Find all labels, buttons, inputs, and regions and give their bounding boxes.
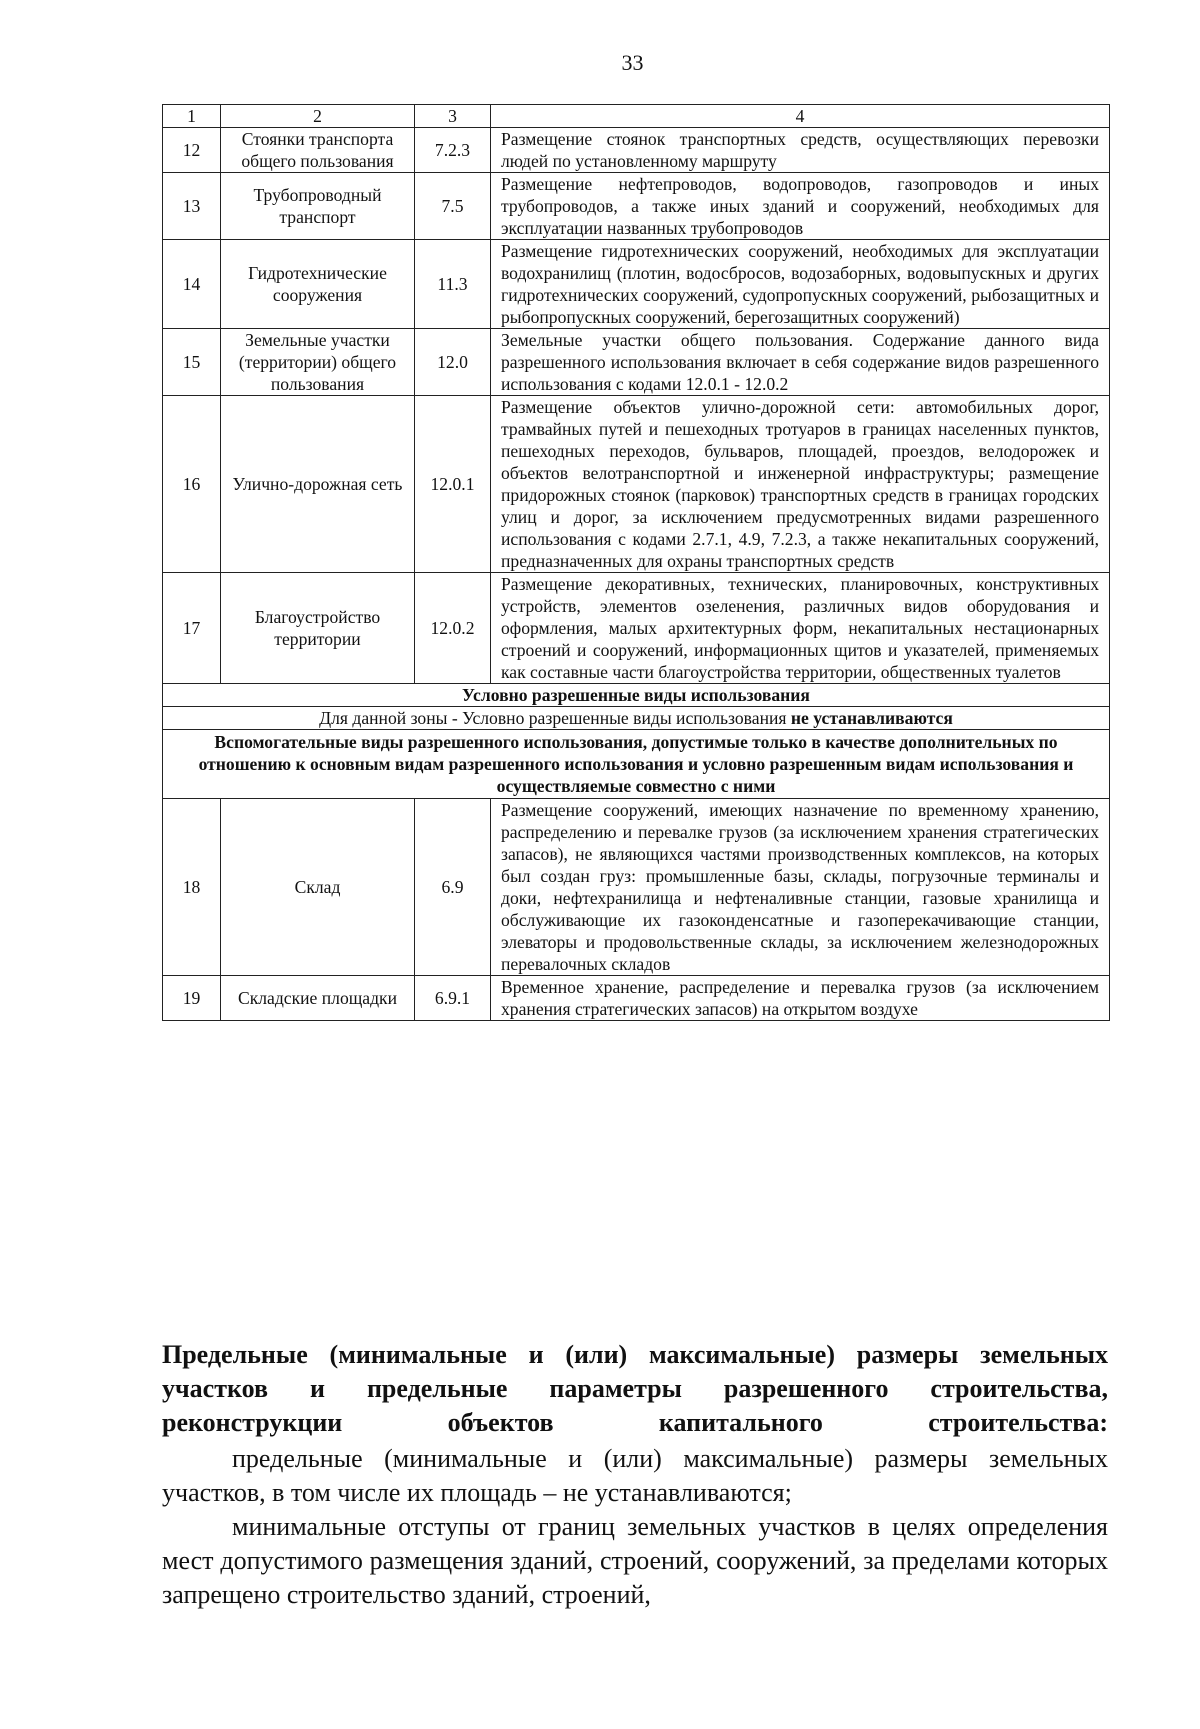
row-number: 18 bbox=[163, 799, 221, 976]
use-code: 6.9.1 bbox=[415, 976, 491, 1021]
row-number: 19 bbox=[163, 976, 221, 1021]
paragraph-plot-sizes-text: предельные (минимальные и (или) максимальные) размеры земельных участков, в том числе их площадь – не устанавливаются; bbox=[162, 1444, 1108, 1507]
column-header: 2 bbox=[221, 105, 415, 128]
table-row bbox=[163, 128, 1110, 173]
use-description: Размещение объектов улично-дорожной сети: автомобильных дорог, трамвайных путей и пешеходных тротуаров в границах населенных пунктов, пешеходных переходов, бульваров, площадей, проездов, велодорожек и объектов велотранспортной и инженерной инфраструктуры; размещение придорожных стоянок (парковок) транспортных средств в границах городских улиц и дорог, за исключением предусмотренных видами разрешенного использования с кодами 2.7.1, 4.9, 7.2.3, а также некапитальных сооружений, предназначенных для охраны транспортных средств bbox=[491, 396, 1110, 573]
conditional-note-row bbox=[163, 707, 1110, 730]
page-number: 33 bbox=[621, 50, 644, 75]
table-header-row bbox=[163, 105, 1110, 128]
use-name: Складские площадки bbox=[221, 976, 415, 1021]
use-code: 11.3 bbox=[415, 240, 491, 329]
conditional-uses-heading bbox=[163, 684, 1110, 707]
use-code: 12.0.2 bbox=[415, 573, 491, 684]
table-row bbox=[163, 240, 1110, 329]
use-description: Размещение гидротехнических сооружений, необходимых для эксплуатации водохранилищ (плотин, водосбросов, водозаборных, водовыпускных и других гидротехнических сооружений, судопропускных сооружений, рыбозащитных и рыбопропускных сооружений, берегозащитных сооружений) bbox=[491, 240, 1110, 329]
table-row bbox=[163, 396, 1110, 573]
section-heading: Предельные (минимальные и (или) максимальные) размеры земельных участков и предельные параметры разрешенного строительства, реконструкции объектов капитального строительства: bbox=[162, 1340, 1108, 1437]
land-use-table bbox=[162, 104, 1109, 1021]
use-name: Благоустройство территории bbox=[221, 573, 415, 684]
row-number: 17 bbox=[163, 573, 221, 684]
paragraph-setbacks-text: минимальные отступы от границ земельных участков в целях определения мест допустимого размещения зданий, строений, сооружений, за пределами которых запрещено строительство зданий, строений, bbox=[162, 1512, 1108, 1609]
row-number: 16 bbox=[163, 396, 221, 573]
row-number: 15 bbox=[163, 329, 221, 396]
use-description: Размещение нефтепроводов, водопроводов, газопроводов и иных трубопроводов, а также иных зданий и сооружений, необходимых для эксплуатации названных трубопроводов bbox=[491, 173, 1110, 240]
use-code: 12.0.1 bbox=[415, 396, 491, 573]
row-number: 14 bbox=[163, 240, 221, 329]
paragraph-setbacks bbox=[162, 1510, 1108, 1612]
use-code: 6.9 bbox=[415, 799, 491, 976]
column-header: 1 bbox=[163, 105, 221, 128]
conditional-uses-heading-text: Условно разрешенные виды использования bbox=[462, 685, 810, 705]
use-description: Размещение декоративных, технических, планировочных, конструктивных устройств, элементов озеленения, различных видов оборудования и оформления, малых архитектурных форм, некапитальных нестационарных строений и сооружений, информационных щитов и указателей, применяемых как составные части благоустройства территории, общественных туалетов bbox=[491, 573, 1110, 684]
use-description: Земельные участки общего пользования. Содержание данного вида разрешенного использования включает в себя содержание видов разрешенного использования с кодами 12.0.1 - 12.0.2 bbox=[491, 329, 1110, 396]
table-row bbox=[163, 173, 1110, 240]
row-number: 13 bbox=[163, 173, 221, 240]
use-description: Размещение стоянок транспортных средств, осуществляющих перевозки людей по установленному маршруту bbox=[491, 128, 1110, 173]
paragraph-plot-sizes bbox=[162, 1442, 1108, 1510]
use-description: Временное хранение, распределение и перевалка грузов (за исключением хранения стратегических запасов) на открытом воздухе bbox=[491, 976, 1110, 1021]
use-description: Размещение сооружений, имеющих назначение по временному хранению, распределению и перевалке грузов (за исключением хранения стратегических запасов), не являющихся частями производственных комплексов, на которых был создан груз: промышленные базы, склады, погрузочные терминалы и доки, нефтехранилища и нефтеналивные станции, газовые хранилища и обслуживающие их газоконденсатные и газоперекачивающие станции, элеваторы и продовольственные склады, за исключением железнодорожных перевалочных складов bbox=[491, 799, 1110, 976]
use-code: 12.0 bbox=[415, 329, 491, 396]
table-row bbox=[163, 799, 1110, 976]
auxiliary-uses-heading: Вспомогательные виды разрешенного использования, допустимые только в качестве дополнительных по отношению к основным видам разрешенного использования и условно разрешенным видам использования и осуществляемые совместно с ними bbox=[163, 730, 1110, 799]
conditional-note-emphasis: не устанавливаются bbox=[790, 708, 953, 728]
column-header: 4 bbox=[491, 105, 1110, 128]
use-code: 7.5 bbox=[415, 173, 491, 240]
conditional-note-prefix: Для данной зоны - Условно разрешенные виды использования bbox=[319, 708, 791, 728]
auxiliary-heading-row bbox=[163, 730, 1110, 799]
table-row bbox=[163, 976, 1110, 1021]
use-name: Улично-дорожная сеть bbox=[221, 396, 415, 573]
row-number: 12 bbox=[163, 128, 221, 173]
column-header: 3 bbox=[415, 105, 491, 128]
use-code: 7.2.3 bbox=[415, 128, 491, 173]
use-name: Трубопроводный транспорт bbox=[221, 173, 415, 240]
conditional-uses-note bbox=[163, 707, 1110, 730]
use-name: Склад bbox=[221, 799, 415, 976]
use-name: Гидротехнические сооружения bbox=[221, 240, 415, 329]
table-row bbox=[163, 329, 1110, 396]
conditional-heading-row bbox=[163, 684, 1110, 707]
use-name: Земельные участки (территории) общего пользования bbox=[221, 329, 415, 396]
table-row bbox=[163, 573, 1110, 684]
use-name: Стоянки транспорта общего пользования bbox=[221, 128, 415, 173]
